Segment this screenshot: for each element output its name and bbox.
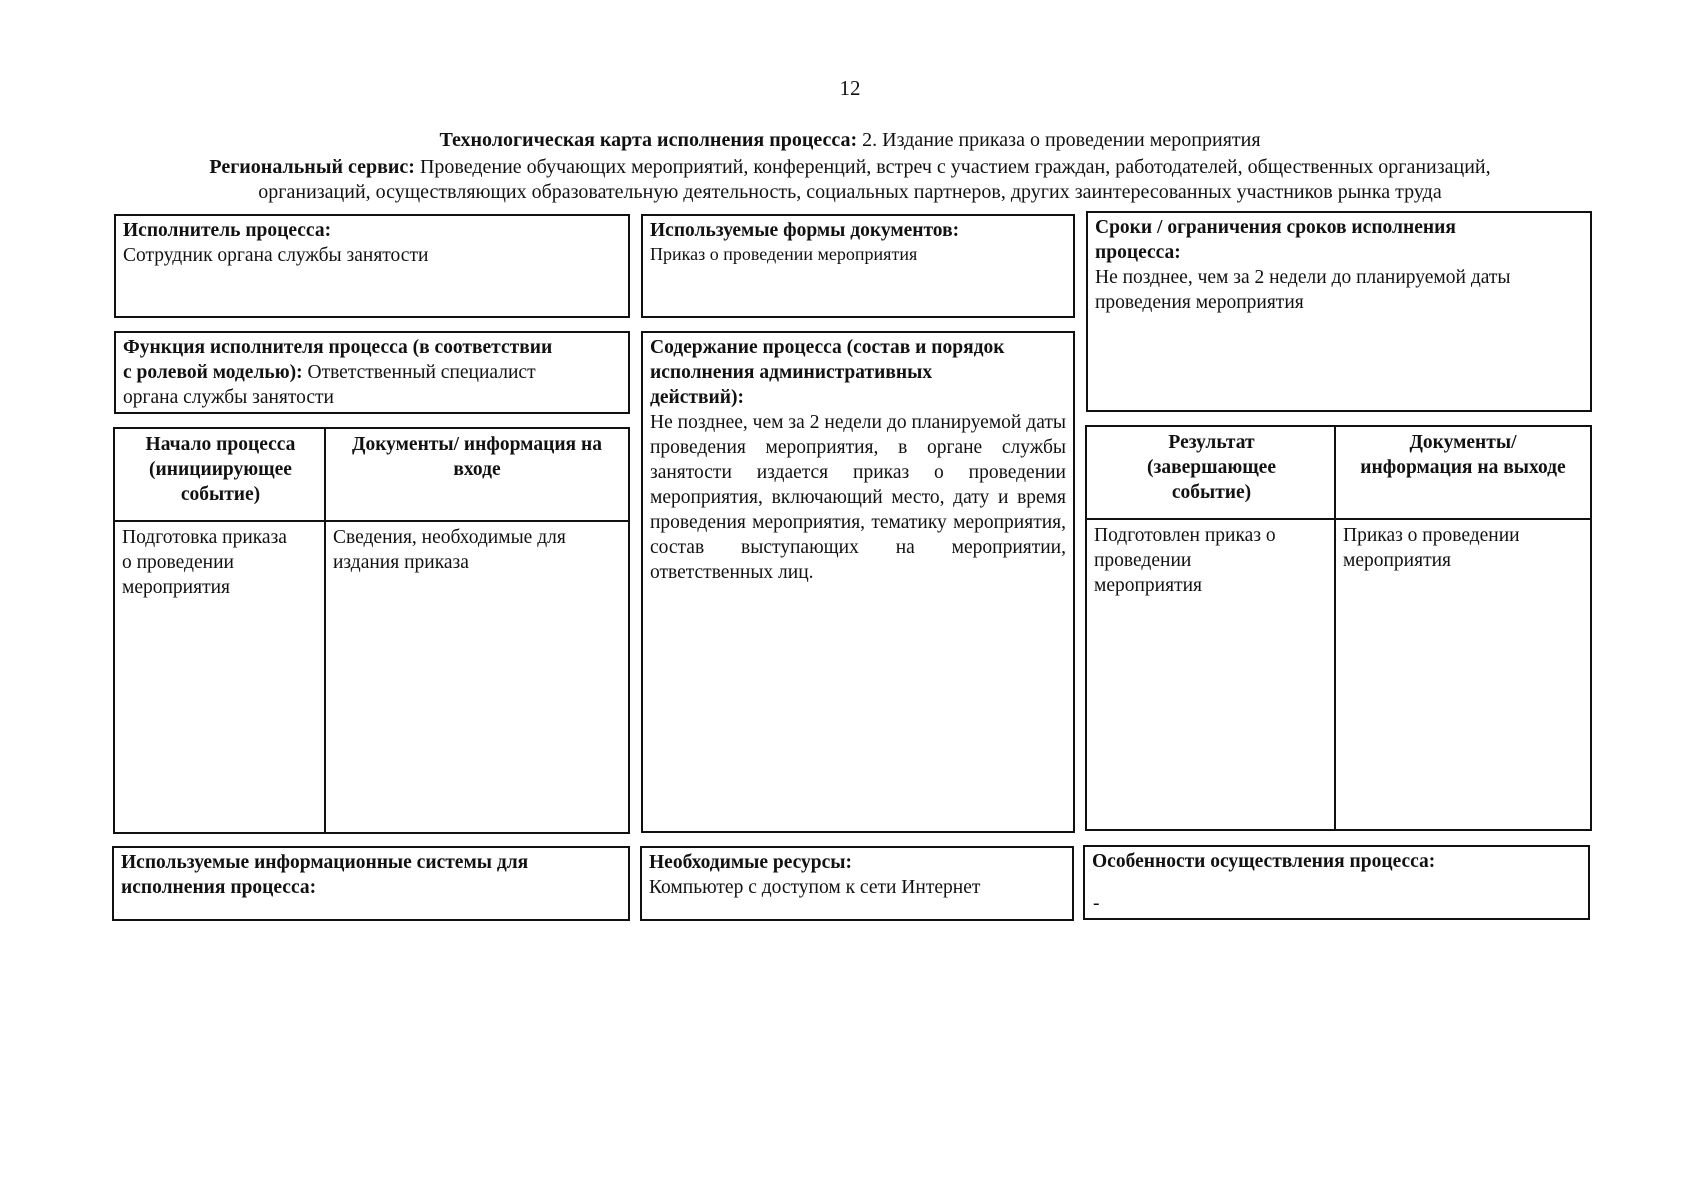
start-docs-value bbox=[326, 522, 628, 578]
resources-box bbox=[640, 846, 1074, 921]
result-header-event-3: событие) bbox=[1171, 482, 1252, 503]
result-header-event bbox=[1087, 427, 1336, 518]
result-table bbox=[1085, 425, 1592, 831]
result-header-docs-2: информация на выходе bbox=[1360, 457, 1566, 478]
function-line-2 bbox=[123, 360, 621, 385]
regional-service-label: Региональный сервис: bbox=[209, 156, 415, 178]
start-header-event-2: (инициирующее bbox=[149, 459, 292, 480]
content-body: Не позднее, чем за 2 недели до планируемой даты проведения мероприятия, в органе службы занятости издается приказ о проведении мероприятия, включающий место, дату и время проведения мероприятия, тематику мероприятия, состав выступающих на мероприятии, ответственных лиц. bbox=[650, 412, 1066, 583]
content-title-1: Содержание процесса (состав и порядок bbox=[650, 337, 1005, 358]
content-title-2: исполнения административных bbox=[650, 362, 933, 383]
page-number: 12 bbox=[839, 76, 861, 100]
result-header-docs-1: Документы/ bbox=[1409, 432, 1517, 453]
start-header-event-3: событие) bbox=[180, 484, 261, 505]
result-docs-value bbox=[1336, 520, 1590, 576]
start-event-value-3: мероприятия bbox=[122, 577, 231, 598]
forms-title: Используемые формы документов: bbox=[650, 220, 960, 241]
resources-title: Необходимые ресурсы: bbox=[649, 852, 853, 873]
resources-value: Компьютер с доступом к сети Интернет bbox=[649, 877, 981, 898]
result-header-docs bbox=[1336, 427, 1590, 518]
result-docs-value-1: Приказ о проведении bbox=[1343, 525, 1520, 546]
function-title-1: Функция исполнителя процесса (в соответствии bbox=[123, 337, 553, 358]
executor-value: Сотрудник органа службы занятости bbox=[123, 245, 429, 266]
start-table bbox=[113, 427, 630, 834]
regional-service-line bbox=[100, 155, 1600, 179]
features-value: - bbox=[1093, 893, 1100, 914]
regional-service-value: Проведение обучающих мероприятий, конференций, встреч с участием граждан, работодателей, общественных организаций, bbox=[414, 156, 1491, 178]
function-title-2: с ролевой моделью): bbox=[123, 362, 303, 383]
forms-box bbox=[641, 214, 1075, 318]
start-header-event bbox=[115, 429, 326, 520]
title-value: 2. Издание приказа о проведении мероприятия bbox=[857, 129, 1261, 151]
content-title-3: действий): bbox=[650, 387, 744, 408]
content-box bbox=[641, 331, 1075, 833]
start-event-value bbox=[115, 522, 326, 603]
deadlines-box bbox=[1086, 211, 1592, 412]
executor-title: Исполнитель процесса: bbox=[123, 220, 332, 241]
deadlines-value-1: Не позднее, чем за 2 недели до планируемой даты bbox=[1095, 267, 1511, 288]
function-box bbox=[114, 331, 630, 414]
start-header-docs-2: входе bbox=[453, 459, 501, 480]
deadlines-value-2: проведения мероприятия bbox=[1095, 292, 1304, 313]
title-label: Технологическая карта исполнения процесса: bbox=[439, 129, 858, 151]
function-value-3: органа службы занятости bbox=[123, 387, 334, 408]
result-event-value bbox=[1087, 520, 1336, 601]
info-systems-box bbox=[112, 846, 630, 921]
document-title bbox=[100, 128, 1600, 152]
result-event-value-1: Подготовлен приказ о bbox=[1094, 525, 1276, 546]
start-event-value-1: Подготовка приказа bbox=[122, 527, 287, 548]
start-header-docs-1: Документы/ информация на bbox=[352, 434, 602, 455]
start-header-event-1: Начало процесса bbox=[145, 434, 296, 455]
executor-box bbox=[114, 214, 630, 318]
start-header-docs bbox=[326, 429, 628, 520]
features-box bbox=[1083, 845, 1590, 920]
info-systems-title-1: Используемые информационные системы для bbox=[121, 852, 529, 873]
forms-value: Приказ о проведении мероприятия bbox=[650, 244, 918, 264]
start-event-value-2: о проведении bbox=[122, 552, 234, 573]
function-value-2: Ответственный специалист bbox=[302, 362, 536, 383]
result-header-event-1: Результат bbox=[1168, 432, 1255, 453]
result-header-event-2: (завершающее bbox=[1147, 457, 1276, 478]
result-docs-value-2: мероприятия bbox=[1343, 550, 1452, 571]
deadlines-title-1: Сроки / ограничения сроков исполнения bbox=[1095, 217, 1456, 238]
start-docs-value-2: издания приказа bbox=[333, 552, 469, 573]
deadlines-title-2: процесса: bbox=[1095, 242, 1181, 263]
features-title: Особенности осуществления процесса: bbox=[1092, 851, 1436, 872]
start-docs-value-1: Сведения, необходимые для bbox=[333, 527, 566, 548]
regional-service-line-2: организаций, осуществляющих образовательную деятельность, социальных партнеров, других заинтересованных участников рынка труда bbox=[258, 181, 1442, 203]
result-event-value-2: проведении bbox=[1094, 550, 1192, 571]
result-event-value-3: мероприятия bbox=[1094, 575, 1203, 596]
info-systems-title-2: исполнения процесса: bbox=[121, 877, 317, 898]
